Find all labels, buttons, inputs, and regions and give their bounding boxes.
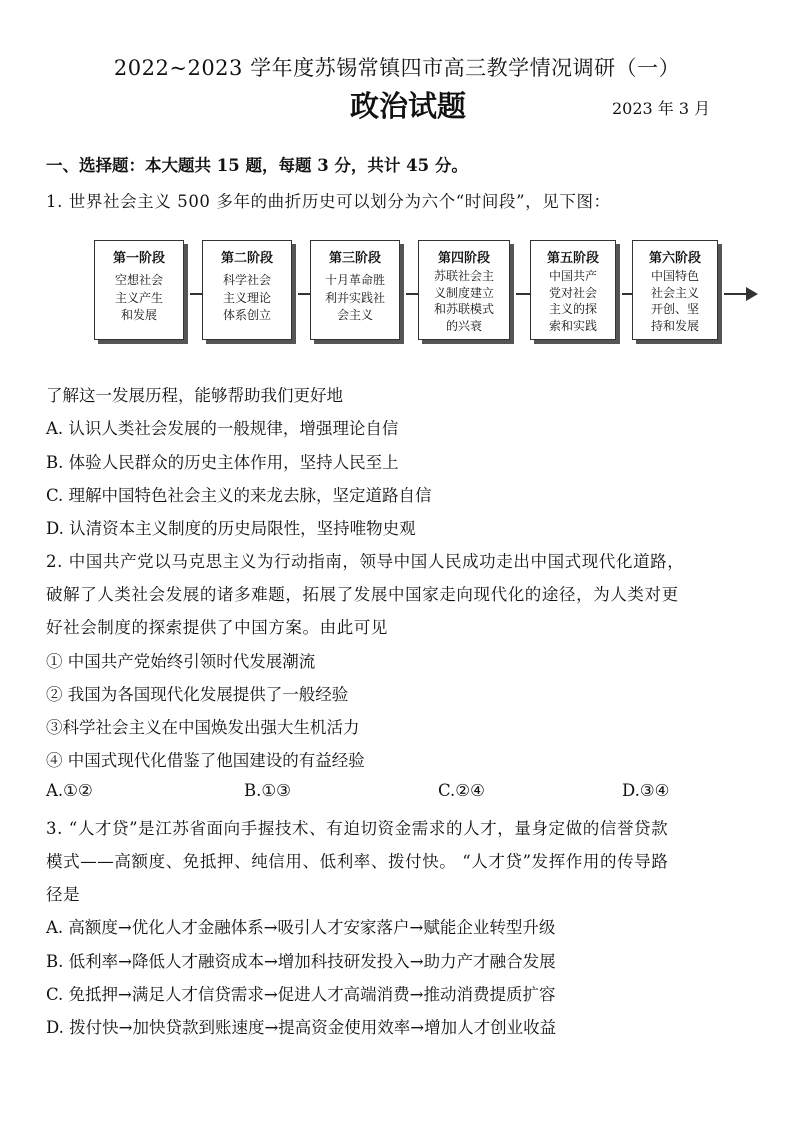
- stage-line: 会主义: [336, 308, 373, 322]
- stage-flow-diagram: [94, 240, 760, 342]
- stage-line: 索和实践: [548, 318, 597, 333]
- stage-line: 中国共产: [548, 269, 597, 283]
- stage-box-3: [310, 240, 400, 340]
- exam-date: 2023 年 3 月: [612, 99, 711, 118]
- stage-title: 第六阶段: [648, 251, 701, 266]
- flow-arrow-line: [724, 293, 748, 295]
- stage-connector: [516, 293, 530, 295]
- stage-line: 社会主义: [650, 285, 699, 300]
- stage-line: 中国特色: [650, 269, 699, 283]
- stage-line: 空想社会: [114, 273, 163, 287]
- q3-stem-line: 3. “人才贷”是江苏省面向手握技术、有迫切资金需求的人才，量身定做的信誉贷款: [46, 819, 669, 838]
- q2-choice-d: D.③④: [622, 781, 670, 800]
- q3-option-a: A. 高额度→优化人才金融体系→吸引人才安家落户→赋能企业转型升级: [46, 918, 556, 937]
- arrow-right-icon: [746, 287, 758, 301]
- q2-stem-line: 2. 中国共产党以马克思主义为行动指南，领导中国人民成功走出中国式现代化道路，: [46, 552, 685, 571]
- q2-statement-2: ② 我国为各国现代化发展提供了一般经验: [46, 685, 349, 704]
- q2-statement-1: ① 中国共产党始终引领时代发展潮流: [46, 652, 316, 671]
- q3-option-b: B. 低利率→降低人才融资成本→增加科技研发投入→助力产才融合发展: [46, 952, 556, 971]
- stage-title: 第五阶段: [546, 251, 599, 266]
- stage-line: 体系创立: [222, 308, 271, 322]
- q2-stem-line: 好社会制度的探索提供了中国方案。由此可见: [46, 618, 388, 637]
- q2-statement-3: ③科学社会主义在中国焕发出强大生机活力: [46, 718, 360, 737]
- stage-box-6: [632, 240, 718, 340]
- q3-option-d: D. 拨付快→加快贷款到账速度→提高资金使用效率→增加人才创业收益: [46, 1018, 557, 1037]
- stage-connector: [298, 293, 310, 295]
- stage-line: 持和发展: [650, 318, 699, 333]
- stage-title: 第一阶段: [112, 251, 165, 266]
- q1-option-c: C. 理解中国特色社会主义的来龙去脉，坚定道路自信: [46, 486, 432, 505]
- stage-line: 苏联社会主: [433, 269, 494, 283]
- stage-connector: [190, 293, 202, 295]
- stage-title: 第三阶段: [328, 251, 381, 266]
- stage-box-2: [202, 240, 292, 340]
- q1-option-b: B. 体验人民群众的历史主体作用，坚持人民至上: [46, 453, 399, 472]
- q2-choice-a: A.①②: [46, 781, 93, 800]
- stage-line: 和发展: [120, 308, 157, 322]
- stage-line: 主义产生: [114, 290, 163, 305]
- q2-choice-c: C.②④: [438, 781, 485, 800]
- stage-box-5: [530, 240, 616, 340]
- stage-line: 的兴衰: [445, 318, 482, 333]
- stage-line: 和苏联模式: [433, 302, 494, 316]
- stage-line: 主义的探: [548, 302, 597, 316]
- section-heading: 一、选择题：本大题共 15 题，每题 3 分，共计 45 分。: [46, 156, 468, 175]
- stage-title: 第四阶段: [437, 251, 490, 266]
- stage-line: 党对社会: [548, 285, 597, 300]
- stage-line: 开创、坚: [650, 302, 699, 316]
- q1-lead: 了解这一发展历程，能够帮助我们更好地: [46, 386, 343, 405]
- q1-option-a: A. 认识人类社会发展的一般规律，增强理论自信: [46, 419, 399, 438]
- stage-box-4: [418, 240, 510, 340]
- stage-box-1: [94, 240, 184, 340]
- q1-option-d: D. 认清资本主义制度的历史局限性，坚持唯物史观: [46, 519, 416, 538]
- stage-line: 利并实践社: [324, 290, 385, 305]
- q1-stem: 1. 世界社会主义 500 多年的曲折历史可以划分为六个“时间段”，见下图：: [46, 192, 611, 211]
- stage-line: 义制度建立: [433, 285, 494, 300]
- exam-title: 2022~2023 学年度苏锡常镇四市高三教学情况调研（一）: [113, 56, 681, 80]
- q3-option-c: C. 免抵押→满足人才信贷需求→促进人才高端消费→推动消费提质扩容: [46, 985, 556, 1004]
- subject-title: 政治试题: [350, 89, 467, 123]
- stage-line: 十月革命胜: [324, 273, 385, 287]
- stage-title: 第二阶段: [220, 251, 273, 266]
- stage-line: 科学社会: [222, 273, 271, 287]
- q3-stem-line: 模式——高额度、免抵押、纯信用、低利率、拨付快。 “人才贷”发挥作用的传导路: [46, 852, 669, 871]
- q2-choice-b: B.①③: [244, 781, 291, 800]
- q3-stem-line: 径是: [46, 885, 81, 904]
- stage-connector: [622, 293, 632, 295]
- q2-stem-line: 破解了人类社会发展的诸多难题，拓展了发展中国家走向现代化的途径，为人类对更: [46, 585, 679, 604]
- stage-line: 主义理论: [222, 290, 271, 305]
- q2-statement-4: ④ 中国式现代化借鉴了他国建设的有益经验: [46, 751, 365, 770]
